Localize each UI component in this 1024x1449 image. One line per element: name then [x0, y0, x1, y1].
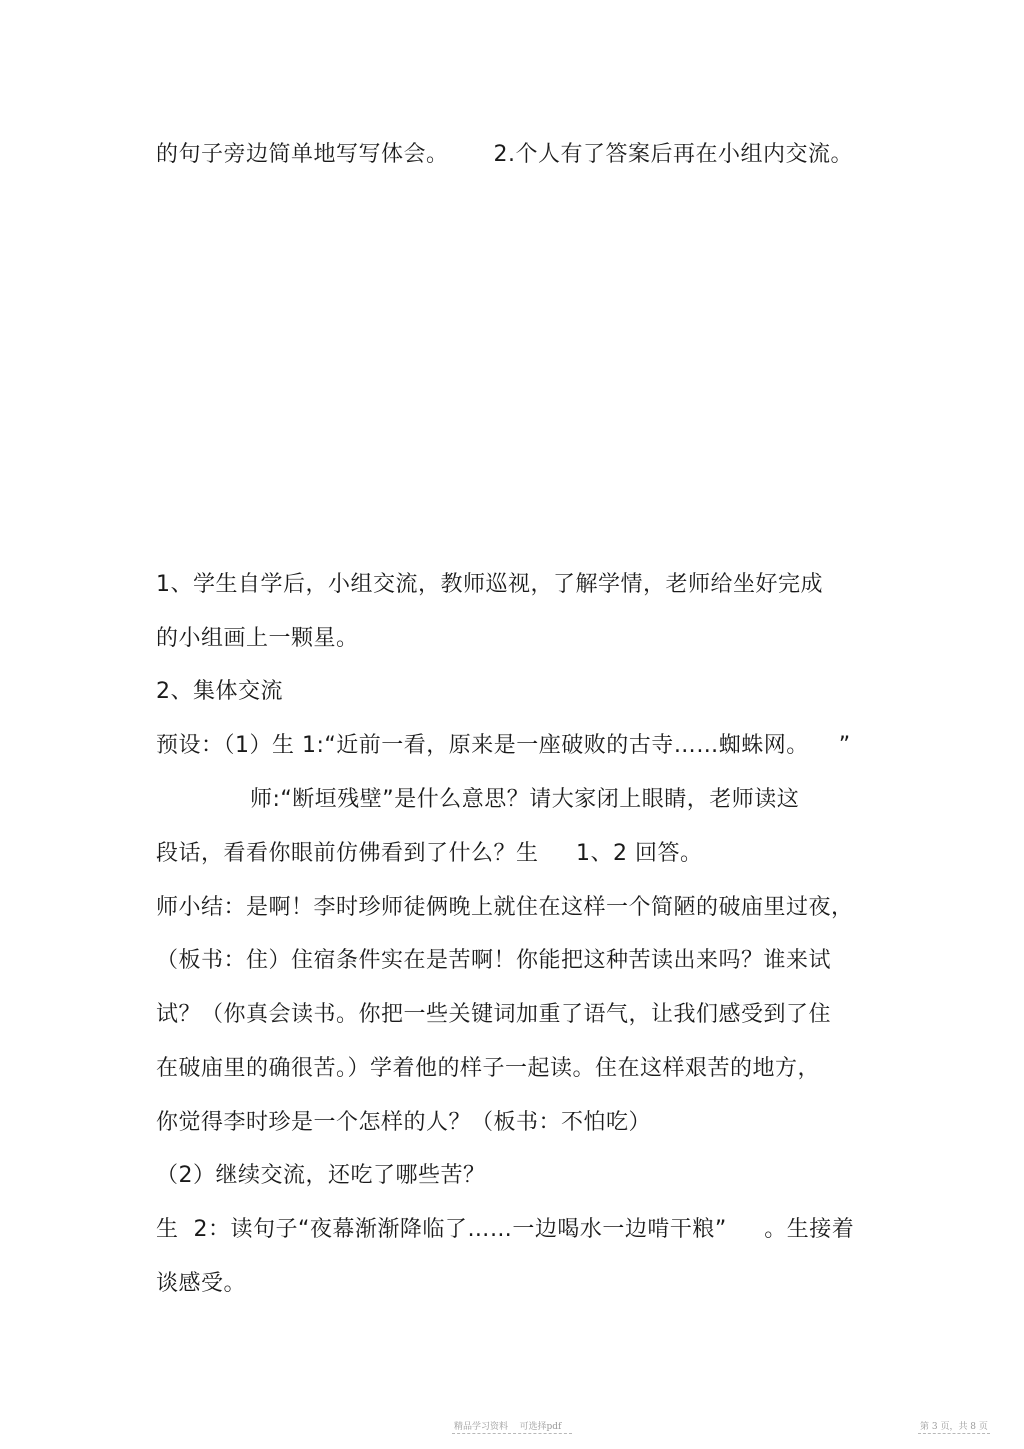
text-line-4: 2、集体交流 [156, 679, 283, 704]
footer-divider-right [918, 1433, 990, 1434]
text-line-3: 的小组画上一颗星。 [156, 626, 359, 651]
text-line-5: 预设：（1）生 1:“近前一看，原来是一座破败的古寺……蜘蛛网。 ” [156, 733, 851, 758]
text-line-14: 生 2：读句子“夜幕渐渐降临了……一边喝水一边啃干粮” 。生接着 [156, 1217, 855, 1242]
text-line-1: 的句子旁边简单地写写体会。 2.个人有了答案后再在小组内交流。 [156, 142, 853, 167]
footer-watermark-text: 精品学习资料 可选择pdf [454, 1422, 562, 1432]
text-line-13: （2）继续交流，还吃了哪些苦？ [156, 1163, 486, 1188]
text-line-12: 你觉得李时珍是一个怎样的人？（板书：不怕吃） [156, 1110, 652, 1135]
text-line-9: （板书：住）住宿条件实在是苦啊！你能把这种苦读出来吗？谁来试 [156, 948, 832, 973]
text-line-11: 在破庙里的确很苦。）学着他的样子一起读。住在这样艰苦的地方， [156, 1056, 821, 1081]
text-line-10: 试？（你真会读书。你把一些关键词加重了语气，让我们感受到了住 [156, 1002, 832, 1027]
text-line-7: 段话，看看你眼前仿佛看到了什么？生 1、2 回答。 [156, 841, 703, 866]
text-line-6: 师:“断垣残壁”是什么意思？请大家闭上眼睛，老师读这 [250, 787, 800, 812]
text-line-8: 师小结：是啊！李时珍师徒俩晚上就住在这样一个简陋的破庙里过夜， [156, 895, 854, 920]
text-line-15: 谈感受。 [156, 1271, 247, 1296]
footer-divider-left [452, 1433, 572, 1434]
text-line-2: 1、学生自学后，小组交流，教师巡视，了解学情，老师给坐好完成 [156, 572, 823, 597]
page-number: 第 3 页，共 8 页 [920, 1422, 988, 1432]
